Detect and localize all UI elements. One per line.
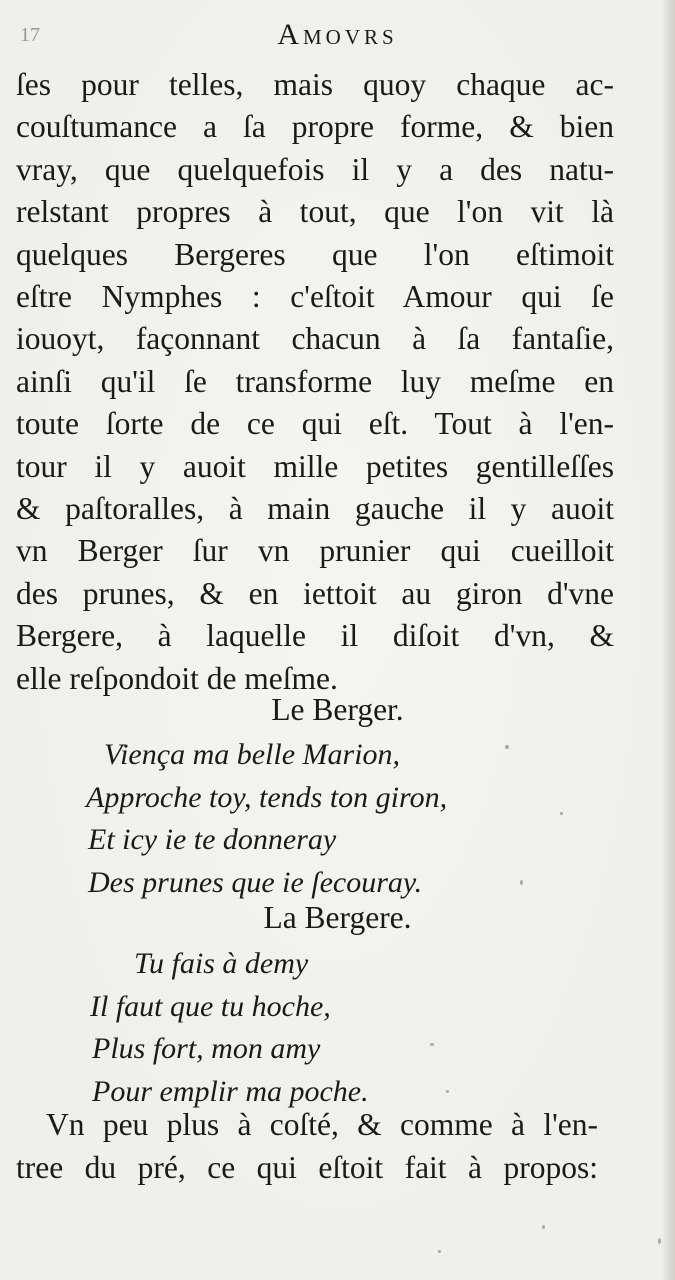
- passage-line: elle reſpondoit de meſme.: [16, 660, 338, 696]
- passage-line: ainſi qu'il ſe transforme luy meſme en: [16, 363, 614, 399]
- page-gutter-shadow: [661, 0, 675, 1280]
- paper-speck: [560, 812, 563, 815]
- passage-line: ſes pour telles, mais quoy chaque ac-: [16, 67, 614, 102]
- running-title: Amovrs: [277, 18, 398, 51]
- verse-line: Tu fais à demy: [134, 947, 309, 980]
- passage-line: relstant propres à tout, que l'on vit là: [16, 194, 614, 230]
- verse-line: Des prunes que ie ſecouray.: [88, 865, 423, 899]
- verse-line: Approche toy, tends ton giron,: [86, 780, 448, 814]
- verse-line: Pour emplir ma poche.: [92, 1074, 369, 1108]
- speaker-heading-bergere: La Bergere.: [263, 900, 412, 935]
- closing-passage: [16, 1103, 598, 1189]
- verse-block-berger: [86, 734, 448, 904]
- passage-line: Bergere, à laquelle il diſoit d'vn, &: [16, 618, 614, 654]
- passage-line: vray, que quelquefois il y a des natu-: [16, 151, 614, 187]
- passage-line: eſtre Nymphes : c'eſtoit Amour qui ſe: [16, 279, 614, 315]
- passage-line: quelques Bergeres que l'on eſtimoit: [16, 236, 614, 272]
- running-header: [0, 18, 675, 52]
- speaker-heading-berger: Le Berger.: [271, 692, 404, 727]
- verse-line: Il faut que tu hoche,: [90, 989, 331, 1023]
- passage-line: des prunes, & en iettoit au giron d'vne: [16, 575, 614, 611]
- passage-line: iouoyt, façonnant chacun à ſa fantaſie,: [16, 321, 614, 357]
- passage-line: toute ſorte de ce qui eſt. Tout à l'en-: [16, 406, 614, 442]
- paper-speck: [430, 1043, 434, 1046]
- passage-line: tour il y auoit mille petites gentilleſſes: [16, 448, 614, 484]
- main-passage: [16, 64, 614, 700]
- paper-speck: [520, 880, 523, 885]
- passage-line: couſtumance a ſa propre forme, & bien: [16, 109, 614, 145]
- passage-line: vn Berger ſur vn prunier qui cueilloit: [16, 533, 614, 569]
- page-number: 17: [20, 24, 40, 46]
- paper-speck: [505, 745, 509, 749]
- paper-speck: [542, 1225, 545, 1229]
- verse-line: Plus fort, mon amy: [92, 1032, 321, 1065]
- verse-line: Viença ma belle Marion,: [104, 738, 401, 771]
- closing-line: tree du pré, ce qui eſtoit fait à propos:: [16, 1150, 598, 1185]
- passage-line: & paſtoralles, à main gauche il y auoit: [16, 491, 614, 527]
- paper-speck: [658, 1238, 661, 1244]
- verse-line: Et icy ie te donneray: [88, 823, 337, 856]
- paper-speck: [446, 1090, 449, 1093]
- closing-line: Vn peu plus à coſté, & comme à l'en-: [46, 1107, 598, 1142]
- paper-speck: [438, 1250, 441, 1253]
- verse-block-bergere: [90, 943, 369, 1113]
